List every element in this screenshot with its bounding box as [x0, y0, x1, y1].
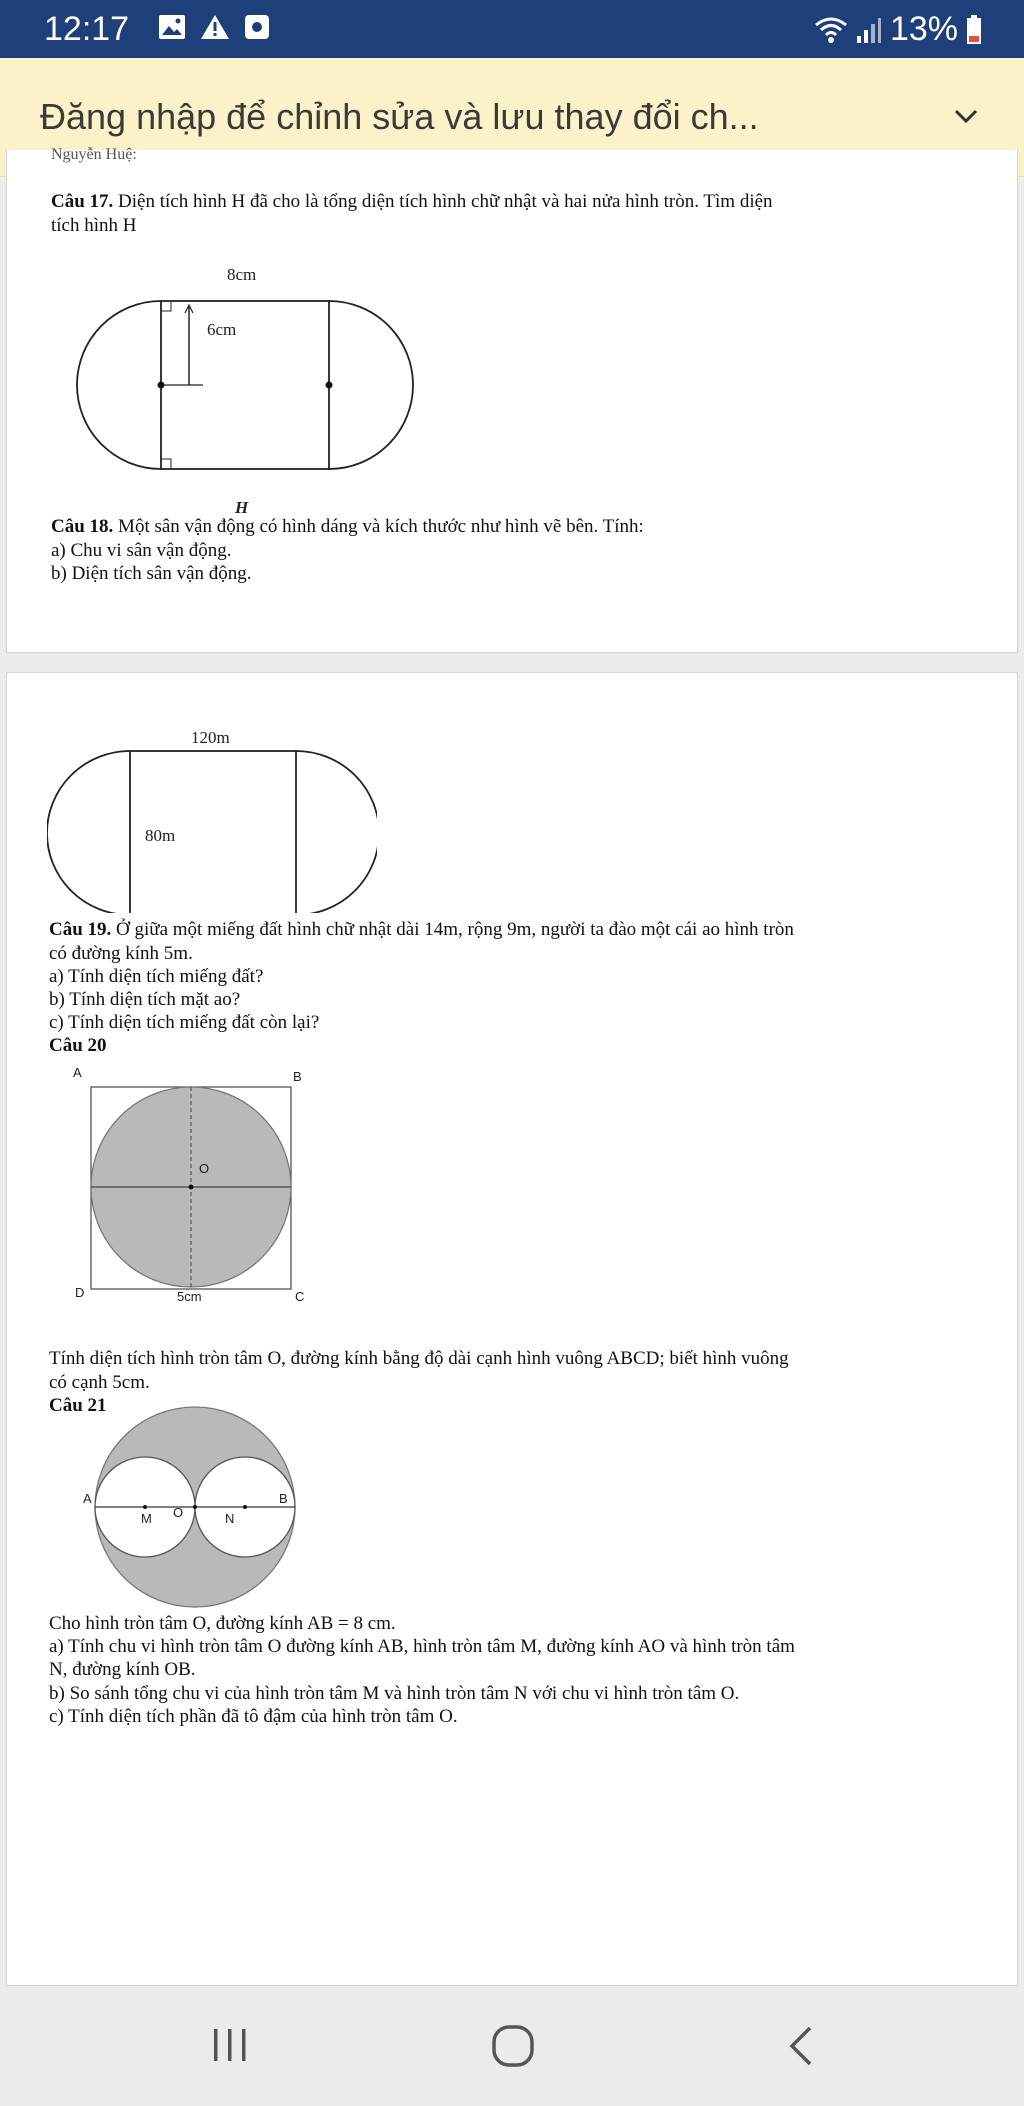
fig-h-height-label: 6cm	[207, 320, 237, 339]
status-bar	[0, 0, 1024, 58]
point-a-label: A	[73, 1065, 82, 1080]
q21-b: b) So sánh tổng chu vi của hình tròn tâm M và hình tròn tâm N với chu vi hình tròn tâm O.	[49, 1683, 740, 1704]
fig-h-left-semicircle	[77, 301, 161, 469]
warning-icon	[200, 14, 230, 40]
q20-text: Tính diện tích hình tròn tâm O, đường kính bằng độ dài cạnh hình vuông ABCD; biết hình vuông	[49, 1348, 789, 1369]
point-b-label: B	[293, 1069, 302, 1084]
q18-text: Một sân vận động có hình dáng và kích thước như hình vẽ bên. Tính:	[118, 516, 644, 537]
point-b2-label: B	[279, 1491, 288, 1506]
side-length-label: 5cm	[177, 1289, 202, 1304]
cut-off-text: Nguyễn Huệ:	[51, 146, 137, 163]
navigation-bar	[0, 1986, 1024, 2106]
app-icon	[244, 14, 270, 40]
q19-b: b) Tính diện tích mặt ao?	[49, 989, 241, 1010]
q21-a: a) Tính chu vi hình tròn tâm O đường kính AB, hình tròn tâm M, đường kính AO và hình tròn tâm	[49, 1636, 795, 1657]
shaded-circle-figure	[77, 1389, 307, 1619]
stadium-height-label: 80m	[145, 826, 176, 845]
stadium-width-label: 120m	[191, 728, 230, 747]
stadium-figure	[47, 723, 377, 913]
q19-label: Câu 19.	[49, 919, 112, 940]
point-o2-label: O	[173, 1505, 184, 1520]
q19-a: a) Tính diện tích miếng đất?	[49, 966, 264, 987]
home-icon[interactable]	[491, 2024, 535, 2068]
point-m-label: M	[141, 1511, 152, 1526]
square-circle-figure	[63, 1065, 313, 1305]
fig-h-caption: H	[235, 498, 249, 515]
q17-text-2: tích hình H	[51, 215, 137, 236]
battery-icon	[966, 15, 982, 45]
point-d-label: D	[75, 1285, 85, 1300]
q18-a: a) Chu vi sân vận động.	[51, 540, 232, 561]
point-n-label: N	[225, 1511, 235, 1526]
battery-percent: 13%	[889, 10, 958, 48]
chevron-down-icon[interactable]	[948, 98, 984, 134]
fig-h-right-semicircle	[329, 301, 413, 469]
status-time: 12:17	[44, 10, 130, 48]
q21-intro: Cho hình tròn tâm O, đường kính AB = 8 cm.	[49, 1613, 396, 1634]
figure-h	[67, 255, 427, 515]
q17-text: Diện tích hình H đã cho là tổng diện tích hình chữ nhật và hai nửa hình tròn. Tìm diện	[118, 191, 773, 212]
q21-c: c) Tính diện tích phần đã tô đậm của hình tròn tâm O.	[49, 1706, 458, 1727]
q19-text: Ở giữa một miếng đất hình chữ nhật dài 14m, rộng 9m, người ta đào một cái ao hình tròn	[116, 919, 794, 940]
q17-label: Câu 17.	[51, 191, 114, 212]
q19-c: c) Tính diện tích miếng đất còn lại?	[49, 1012, 320, 1033]
point-o-label: O	[199, 1161, 210, 1176]
point-a2-label: A	[83, 1491, 92, 1506]
q19-text-2: có đường kính 5m.	[49, 943, 193, 964]
q20-text-2: có cạnh 5cm.	[49, 1372, 150, 1393]
recents-icon[interactable]	[210, 2026, 250, 2064]
signal-icon	[856, 16, 882, 44]
back-icon[interactable]	[786, 2024, 816, 2068]
gallery-icon	[158, 14, 186, 40]
wifi-icon	[814, 16, 848, 44]
notification-icons	[158, 14, 270, 40]
q20-label: Câu 20	[49, 1035, 107, 1056]
banner-message: Đăng nhập để chỉnh sửa và lưu thay đổi ch...	[40, 96, 759, 137]
q18-b: b) Diện tích sân vận động.	[51, 563, 252, 584]
q18-label: Câu 18.	[51, 516, 114, 537]
q21-a-2: N, đường kính OB.	[49, 1659, 196, 1680]
q21-label: Câu 21	[49, 1395, 107, 1416]
point-c-label: C	[295, 1289, 305, 1304]
document-page-2	[6, 672, 1018, 1986]
fig-h-width-label: 8cm	[227, 265, 257, 284]
document-page-1	[6, 146, 1018, 653]
